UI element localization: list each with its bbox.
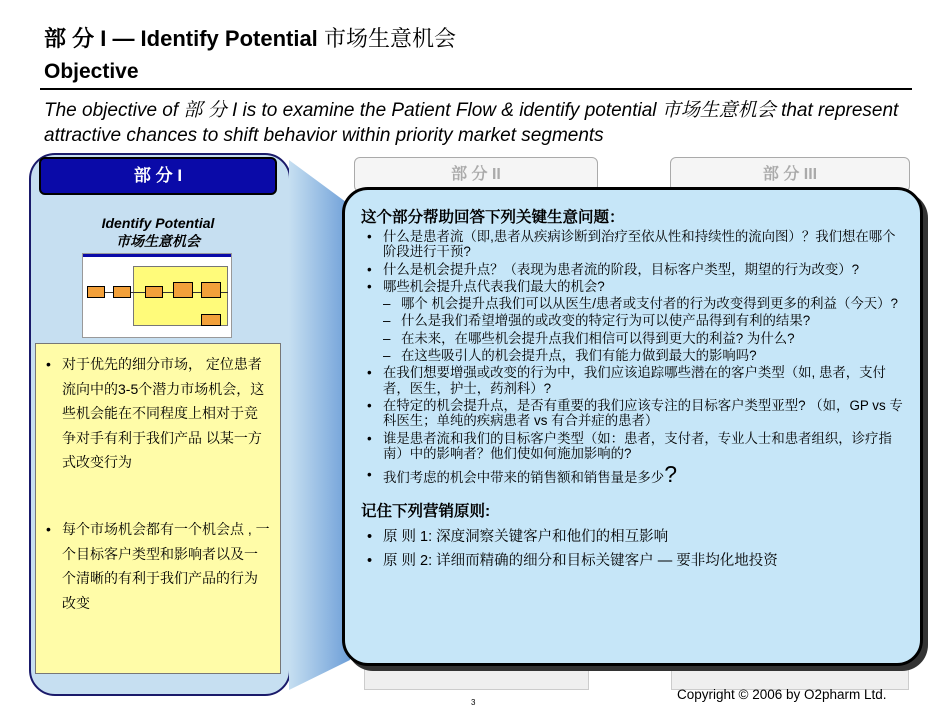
left-bullet-2-text: 每个市场机会都有一个机会点 , 一个目标客户类型和影响者以及一个清晰的有利于我们产品的行为改变 xyxy=(62,520,270,611)
left-bullet-1-text: 对于优先的细分市场， 定位患者流向中的3-5个潜力市场机会，这些机会能在不同程度上相对于竞争对手有利于我们产品 以某一方式改变行为 xyxy=(62,356,265,471)
tab-section-1[interactable]: 部 分 I xyxy=(39,157,277,195)
bullet-dot-icon: • xyxy=(367,229,372,244)
objective-text: The objective of 部 分 I is to examine the Patient Flow & identify potential 市场生意机会 that represent attractive chances to shift behavior within priority market segments xyxy=(44,100,899,146)
bullet-dot-icon: • xyxy=(46,520,51,537)
question-6 xyxy=(361,431,904,462)
title-prefix: 部 分 I — Identify Potential xyxy=(44,26,318,51)
question-2 xyxy=(361,262,904,277)
page-title xyxy=(44,22,456,53)
title-divider xyxy=(40,88,912,90)
thumb-node-2 xyxy=(113,286,131,298)
sub-question-2 xyxy=(361,313,904,328)
tab-section-2[interactable]: 部 分 II xyxy=(354,157,598,192)
bullet-dot-icon: • xyxy=(367,529,373,546)
dash-icon: – xyxy=(383,296,391,312)
sub-question-3 xyxy=(361,331,904,346)
left-bullets-box xyxy=(35,343,281,674)
dash-icon: – xyxy=(383,348,391,364)
question-3 xyxy=(361,279,904,294)
bullet-dot-icon: • xyxy=(367,397,372,413)
bullet-spacer xyxy=(46,475,270,517)
question-7 xyxy=(361,461,904,488)
question-3-text: 哪些机会提升点代表我们最大的机会? xyxy=(383,278,605,294)
thumb-node-4 xyxy=(173,282,193,298)
copyright-notice: Copyright © 2006 by O2pharm Ltd. xyxy=(677,687,887,702)
question-7-text: 我们考虑的机会中带来的销售额和销售量是多少 xyxy=(383,470,665,486)
question-5-text: 在特定的机会提升点，是否有重要的我们应该专注的目标客户类型亚型? （如，GP vs 专科医生；单纯的疾病患者 vs 有合并症的患者） xyxy=(383,397,903,429)
section-subtitle: Objective xyxy=(44,60,139,83)
sub-question-2-text: 什么是我们希望增强的或改变的特定行为可以使产品得到有利的结果? xyxy=(401,313,811,329)
thumb-node-3 xyxy=(145,286,163,298)
identify-line-2: 市场生意机会 xyxy=(116,233,200,249)
principle-1-text: 原 则 1: 深度洞察关键客户和他们的相互影响 xyxy=(383,529,669,546)
question-5 xyxy=(361,398,904,429)
thumb-node-5 xyxy=(201,282,221,298)
question-1 xyxy=(361,229,904,260)
identify-heading xyxy=(40,214,276,250)
tab-section-3[interactable]: 部 分 III xyxy=(670,157,910,192)
questions-heading: 这个部分帮助回答下列关键生意问题： xyxy=(361,209,625,226)
bullet-dot-icon: • xyxy=(367,553,373,570)
bullet-dot-icon: • xyxy=(367,261,372,277)
principle-1 xyxy=(361,527,904,547)
principles-heading: 记住下列营销原则: xyxy=(361,503,491,521)
question-6-text: 谁是患者流和我们的目标客户类型（如：患者，支付者，专业人士和患者组织，诊疗指南）中的影响者？他们使如何施加影响的? xyxy=(383,430,892,461)
dash-icon: – xyxy=(383,313,391,329)
principle-2-text: 原 则 2: 详细而精确的细分和目标关键客户 — 要非均化地投资 xyxy=(383,553,778,570)
big-question-mark: ? xyxy=(664,461,677,488)
identify-line-1: Identify Potential xyxy=(101,215,215,231)
principle-2 xyxy=(361,551,904,571)
sub-question-4 xyxy=(361,348,904,363)
patient-flow-thumbnail xyxy=(82,253,232,338)
title-suffix: 市场生意机会 xyxy=(323,26,456,51)
bullet-dot-icon: • xyxy=(46,356,51,372)
page-number: 3 xyxy=(471,698,476,707)
question-1-text: 什么是患者流（即,患者从疾病诊断到治疗至依从性和持续性的流向图）？我们想在哪个阶段进行干预? xyxy=(383,229,896,260)
thumb-top-bar xyxy=(83,254,231,257)
dash-icon: – xyxy=(383,330,391,346)
thumb-node-1 xyxy=(87,286,105,298)
main-questions-panel xyxy=(342,187,923,666)
question-4 xyxy=(361,365,904,396)
left-bullet-2 xyxy=(46,517,270,615)
sub-question-1-text: 哪个 机会提升点我们可以从医生/患者或支付者的行为改变得到更多的利益（今天）? xyxy=(401,296,898,312)
sub-question-3-text: 在未来，在哪些机会提升点我们相信可以得到更大的利益? 为什么? xyxy=(401,330,795,346)
question-2-text: 什么是机会提升点？（表现为患者流的阶段，目标客户类型，期望的行为改变）? xyxy=(383,261,860,277)
bullet-dot-icon: • xyxy=(367,278,372,294)
left-bullet-1 xyxy=(46,352,270,475)
sub-question-1 xyxy=(361,296,904,311)
bullet-dot-icon: • xyxy=(367,467,372,483)
sub-question-4-text: 在这些吸引人的机会提升点，我们有能力做到最大的影响吗? xyxy=(401,348,757,364)
bullet-dot-icon: • xyxy=(367,430,372,446)
bullet-dot-icon: • xyxy=(367,365,372,381)
question-4-text: 在我们想要增强或改变的行为中，我们应该追踪哪些潜在的客户类型（如, 患者，支付者，医生，护士，药剂科）? xyxy=(383,365,886,396)
thumb-node-6 xyxy=(201,314,221,326)
